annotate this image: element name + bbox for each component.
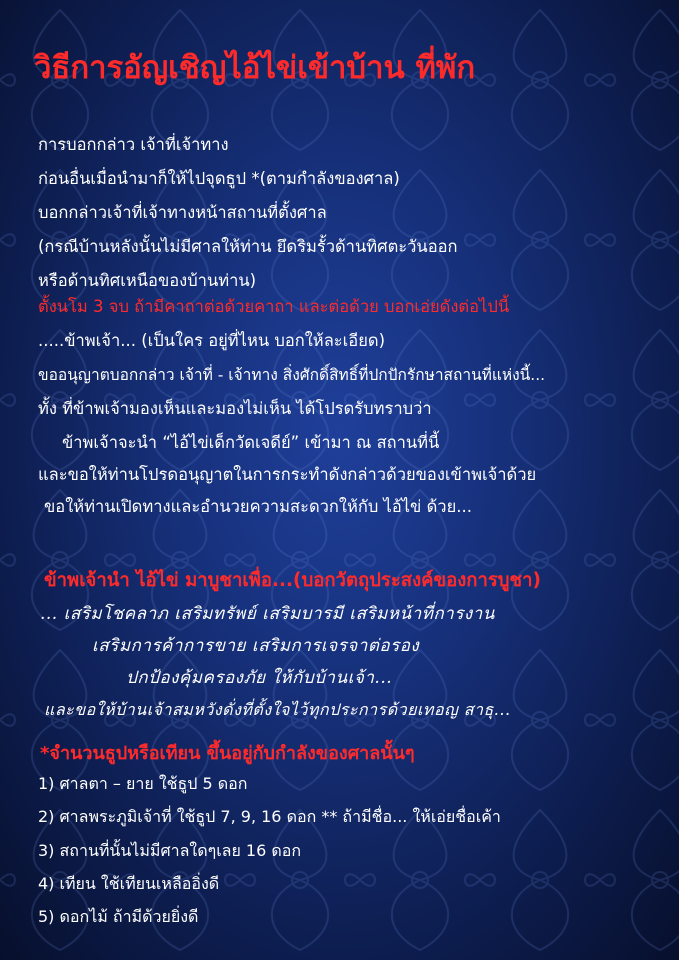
worship-heading: ข้าพเจ้านำ ไอ้ไข่ มาบูชาเพื่อ...(บอกวัตถุประสงค์ของการบูชา)	[44, 570, 541, 591]
page-title: วิธีการอัญเชิญไอ้ไข่เข้าบ้าน ที่พัก	[34, 50, 476, 86]
handwritten-line: ปกป้องคุ้มครองภัย ให้กับบ้านเจ้า...	[126, 668, 393, 688]
incense-heading: *จำนวนธูปหรือเทียน ขึ้นอยู่กับกำลังของศาลนั้นๆ	[40, 743, 415, 764]
prayer-line: ขอให้ท่านเปิดทางและอำนวยความสะดวกให้กับ ไอ้ไข่ ด้วย...	[44, 497, 472, 516]
incense-list-item: 5) ดอกไม้ ถ้ามีด้วยยิ่งดี	[38, 907, 199, 926]
intro-line: (กรณีบ้านหลังนั้นไม่มีศาลให้ท่าน ยึดริมรั้วด้านทิศตะวันออก	[38, 237, 458, 256]
prayer-line: ทั้ง ที่ข้าพเจ้ามองเห็นและมองไม่เห็น ได้โปรดรับทราบว่า	[38, 399, 432, 418]
prayer-line: ขออนุญาตบอกกล่าว เจ้าที่ - เจ้าทาง สิ่งศักดิ์สิทธิ์ที่ปกปักรักษาสถานที่แห่งนี้...	[38, 366, 546, 384]
handwritten-line: เสริมการค้าการขาย เสริมการเจรจาต่อรอง	[92, 636, 420, 656]
intro-line: หรือด้านทิศเหนือของบ้านท่าน)	[38, 271, 257, 290]
incense-list-item: 4) เทียน ใช้เทียนเหลืออิ่งดี	[38, 874, 220, 893]
handwritten-line: และขอให้บ้านเจ้าสมหวังดั่งที่ตั้งใจไว้ทุกประการด้วยเทอญ สาธุ...	[44, 700, 511, 719]
intro-line: การบอกกล่าว เจ้าที่เจ้าทาง	[38, 135, 229, 154]
incense-list-item: 1) ศาลตา – ยาย ใช้ธูป 5 ดอก	[38, 774, 248, 793]
incense-list-item: 2) ศาลพระภูมิเจ้าที่ ใช้ธูป 7, 9, 16 ดอก ** ถ้ามีชื่อ... ให้เอ่ยชื่อเค้า	[38, 807, 501, 826]
handwritten-line: ... เสริมโชคลาภ เสริมทรัพย์ เสริมบารมี เสริมหน้าที่การงาน	[40, 604, 495, 624]
incense-list-item: 3) สถานที่นั้นไม่มีศาลใดๆเลย 16 ดอก	[38, 841, 302, 860]
prayer-line: .....ข้าพเจ้า... (เป็นใคร อยู่ที่ไหน บอกให้ละเอียด)	[38, 331, 386, 350]
intro-line: ก่อนอื่นเมื่อนำมาก็ให้ไปจุดธูป *(ตามกำลังของศาล)	[38, 169, 400, 188]
red-instruction: ตั้งนโม 3 จบ ถ้ามีคาถาต่อด้วยคาถา และต่อด้วย บอกเอ่ยดังต่อไปนี้	[38, 297, 510, 316]
prayer-line: ข้าพเจ้าจะนำ “ไอ้ไข่เด็กวัดเจดีย์” เข้ามา ณ สถานที่นี้	[62, 433, 440, 452]
prayer-line: และขอให้ท่านโปรดอนุญาตในการกระทำดังกล่าวด้วยของเข้าพเจ้าด้วย	[38, 465, 537, 484]
intro-line: บอกกล่าวเจ้าที่เจ้าทางหน้าสถานที่ตั้งศาล	[38, 203, 327, 222]
